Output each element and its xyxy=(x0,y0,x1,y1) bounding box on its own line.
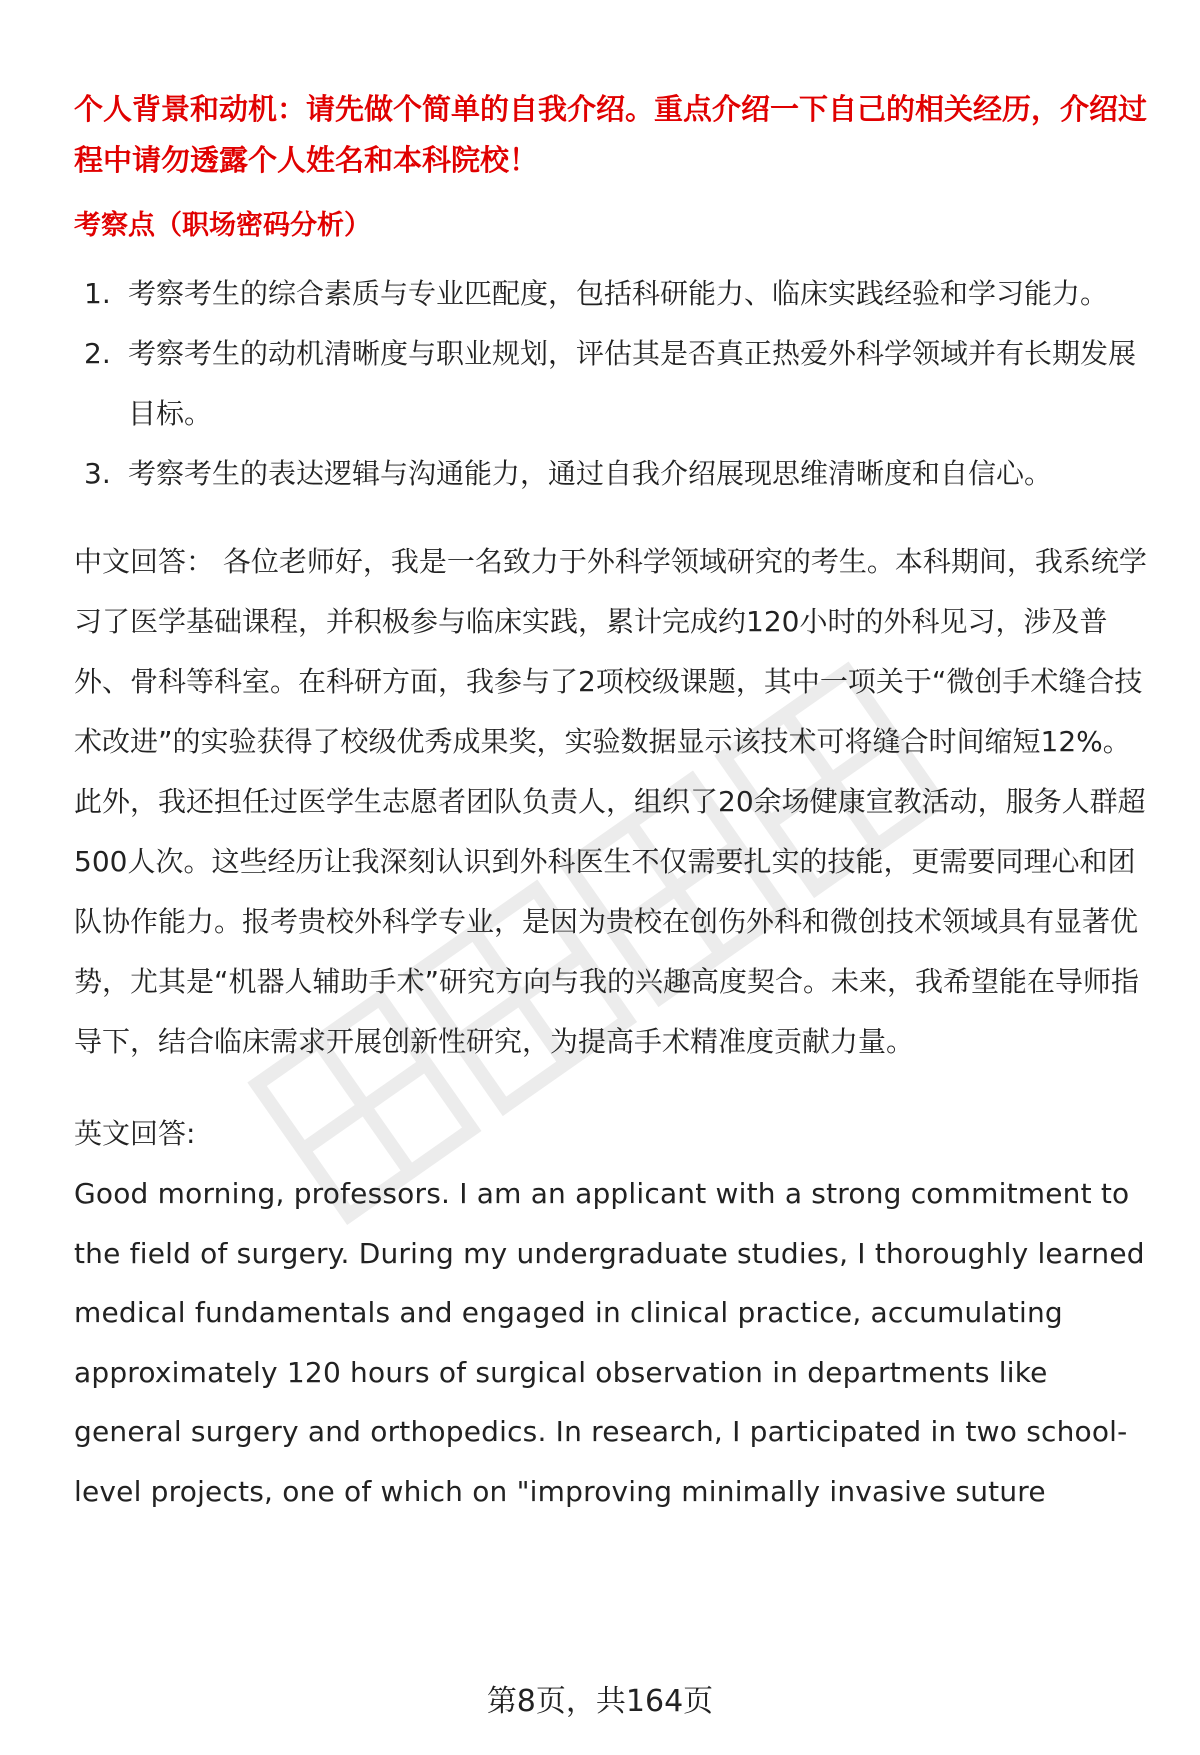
chinese-answer: 中文回答： 各位老师好，我是一名致力于外科学领域研究的考生。本科期间，我系统学习了医学基础课程，并积极参与临床实践，累计完成约120小时的外科见习，涉及普外、骨科等科室。在科研方面，我参与了2项校级课题，其中一项关于“微创手术缝合技术改进”的实验获得了校级优秀成果奖，实验数据显示该技术可将缝合时间缩短12%。此外，我还担任过医学生志愿者团队负责人，组织了20余场健康宣教活动，服务人群超500人次。这些经历让我深刻认识到外科医生不仅需要扎实的技能，更需要同理心和团队协作能力。报考贵校外科学专业，是因为贵校在创伤外科和微创技术领域具有显著优势，尤其是“机器人辅助手术”研究方向与我的兴趣高度契合。未来，我希望能在导师指导下，结合临床需求开展创新性研究，为提高手术精准度贡献力量。 xyxy=(74,545,1147,1058)
english-answer: Good morning, professors. I am an applicant with a strong commitment to the field of surgery. During my undergraduate studies, I thoroughly learned medical fundamentals and engaged in clinical practice, accumulating approximately 120 hours of surgical observation in departments like general surgery and orthopedics. In research, I participated in two school-level projects, one of which on "improving minimally invasive suture xyxy=(74,1177,1145,1508)
list-item xyxy=(74,264,1154,324)
english-answer-label: 英文回答: xyxy=(74,1117,196,1150)
list-text: 考察考生的综合素质与专业匹配度，包括科研能力、临床实践经验和学习能力。 xyxy=(128,277,1109,310)
list-number: 2. xyxy=(84,337,111,370)
focus-points-list xyxy=(74,264,1154,504)
question-heading: 个人背景和动机：请先做个简单的自我介绍。重点介绍一下自己的相关经历，介绍过程中请勿透露个人姓名和本科院校！ xyxy=(74,92,1148,177)
list-number: 3. xyxy=(84,457,111,490)
focus-title: 考察点（职场密码分析） xyxy=(74,210,371,241)
list-item xyxy=(74,324,1154,444)
list-item xyxy=(74,444,1154,504)
document-page xyxy=(74,84,1154,1521)
page-number-footer: 第8页，共164页 xyxy=(486,1684,714,1719)
list-text: 考察考生的动机清晰度与职业规划，评估其是否真正热爱外科学领域并有长期发展目标。 xyxy=(128,337,1137,430)
list-text: 考察考生的表达逻辑与沟通能力，通过自我介绍展现思维清晰度和自信心。 xyxy=(128,457,1053,490)
list-number: 1. xyxy=(84,277,111,310)
